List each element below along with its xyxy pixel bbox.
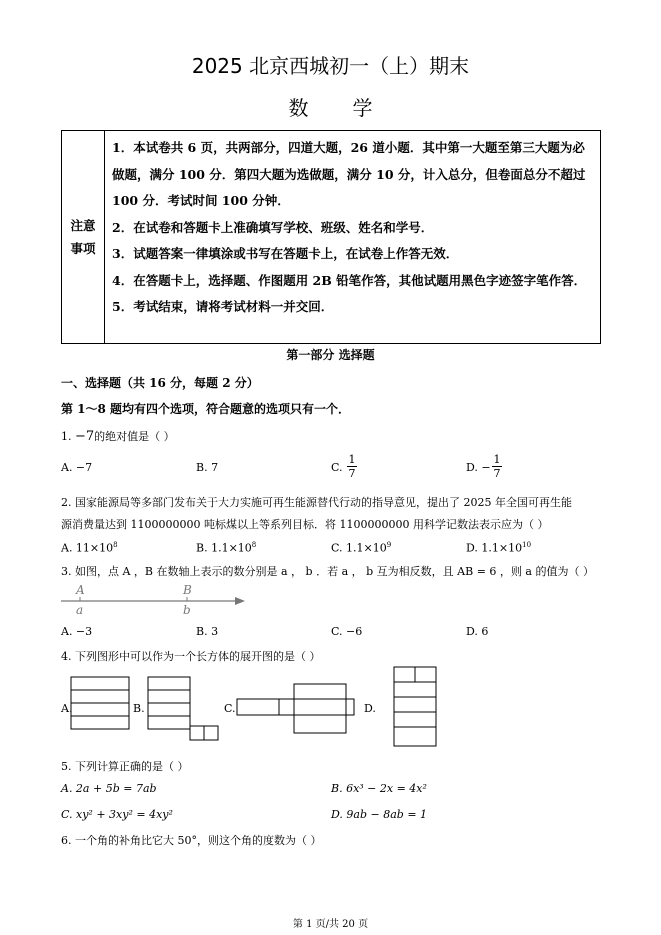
q1-option-a: A. −7	[61, 461, 93, 474]
notice-label	[62, 131, 105, 343]
net-figure-b	[147, 676, 221, 742]
q3-option-c: C. −6	[331, 625, 363, 638]
q6-stem: 6. 一个角的补角比它大 50°，则这个角的度数为（ ）	[61, 834, 322, 847]
q2-stem-line2: 源消费量达到 1100000000 吨标煤以上等系列目标．将 1100000000 用科学记数法表示应为（ ）	[61, 518, 549, 531]
notice-item: 1．本试卷共 6 页，共两部分，四道大题，26 道小题．其中第一大题至第三大题为必做题，满分 100 分．第四大题为选做题，满分 10 分，计入总分，但卷面总分不超过 100 分．考试时间 100 分钟．	[112, 140, 586, 208]
q1-fraction-c: 1 7	[348, 453, 356, 480]
q2-option-d: D. $1.1\times 10^{10}$	[466, 541, 532, 555]
net-figure-a	[70, 676, 132, 740]
section-instruction: 第 1～8 题均有四个选项，符合题意的选项只有一个．	[61, 402, 351, 416]
q1-option-c: C.	[331, 461, 343, 474]
net-figure-d	[393, 666, 441, 748]
subject-title: 数学	[288, 96, 417, 120]
q4-option-d: D.	[364, 702, 376, 715]
q3-option-d: D. 6	[466, 625, 489, 638]
q5-option-c: C. xy² + 3xy² = 4xy²	[61, 808, 173, 821]
q3-stem: 3. 如图，点 A ，B 在数轴上表示的数分别是 a ， b ．若 a ， b 互为相反数，且 AB = 6 ，则 a 的值为（ ）	[61, 565, 594, 578]
q5-stem: 5. 下列计算正确的是（ ）	[61, 760, 189, 773]
section-heading: 一、选择题（共 16 分，每题 2 分）	[61, 376, 259, 390]
label-a: a	[76, 603, 84, 617]
q5-option-a: A. 2a + 5b = 7ab	[61, 782, 157, 795]
q2-option-b: B. $1.1\times 10^8$	[196, 541, 257, 555]
q4-option-b: B.	[133, 702, 145, 715]
q4-stem: 4. 下列图形中可以作为一个长方体的展开图的是（ ）	[61, 650, 321, 663]
label-A: A	[76, 583, 85, 597]
net-figure-c	[236, 683, 356, 735]
q2-option-a: A. $11\times 10^8$	[61, 541, 118, 555]
q2-option-c: C. $1.1\times 10^9$	[331, 541, 392, 555]
notice-box	[61, 130, 601, 344]
notice-item: 4．在答题卡上，选择题、作图题用 2B 铅笔作答，其他试题用黑色字迹签字笔作答．	[112, 272, 587, 288]
q3-option-a: A. −3	[61, 625, 93, 638]
q3-option-b: B. 3	[196, 625, 219, 638]
notice-label-line2: 事项	[70, 241, 96, 256]
part-heading: 第一部分 选择题	[286, 348, 375, 362]
q5-option-d: D. 9ab − 8ab = 1	[331, 808, 428, 821]
notice-items	[112, 135, 594, 321]
notice-label-line1: 注意	[70, 218, 96, 233]
q1-option-d: D. −	[466, 461, 491, 474]
notice-item: 3．试题答案一律填涂或书写在答题卡上，在试卷上作答无效．	[112, 246, 459, 261]
q1-math: −7	[75, 429, 95, 444]
q1-option-b: B. 7	[196, 461, 219, 474]
page-title: 2025 北京西城初一（上）期末	[191, 54, 470, 78]
label-B: B	[183, 583, 192, 597]
notice-item: 5．考试结束，请将考试材料一并交回．	[112, 299, 334, 314]
number-line-arrow	[235, 597, 245, 605]
q5-option-b: B. 6x³ − 2x = 4x²	[331, 782, 427, 795]
label-b: b	[183, 603, 191, 617]
notice-item: 2．在试卷和答题卡上准确填写学校、班级、姓名和学号．	[112, 219, 434, 235]
number-line-figure	[61, 582, 251, 618]
q1-fraction-d: 1 7	[493, 453, 501, 480]
page-footer: 第 1 页/共 20 页	[292, 919, 369, 930]
q1-stem: 1. −7的绝对值是（ ）	[61, 429, 175, 444]
q4-option-c: C.	[224, 702, 236, 715]
q4-option-a: A.	[61, 702, 73, 715]
q2-stem-line1: 2. 国家能源局等多部门发布关于大力实施可再生能源替代行动的指导意见，提出了 2025 年全国可再生能	[61, 496, 572, 509]
